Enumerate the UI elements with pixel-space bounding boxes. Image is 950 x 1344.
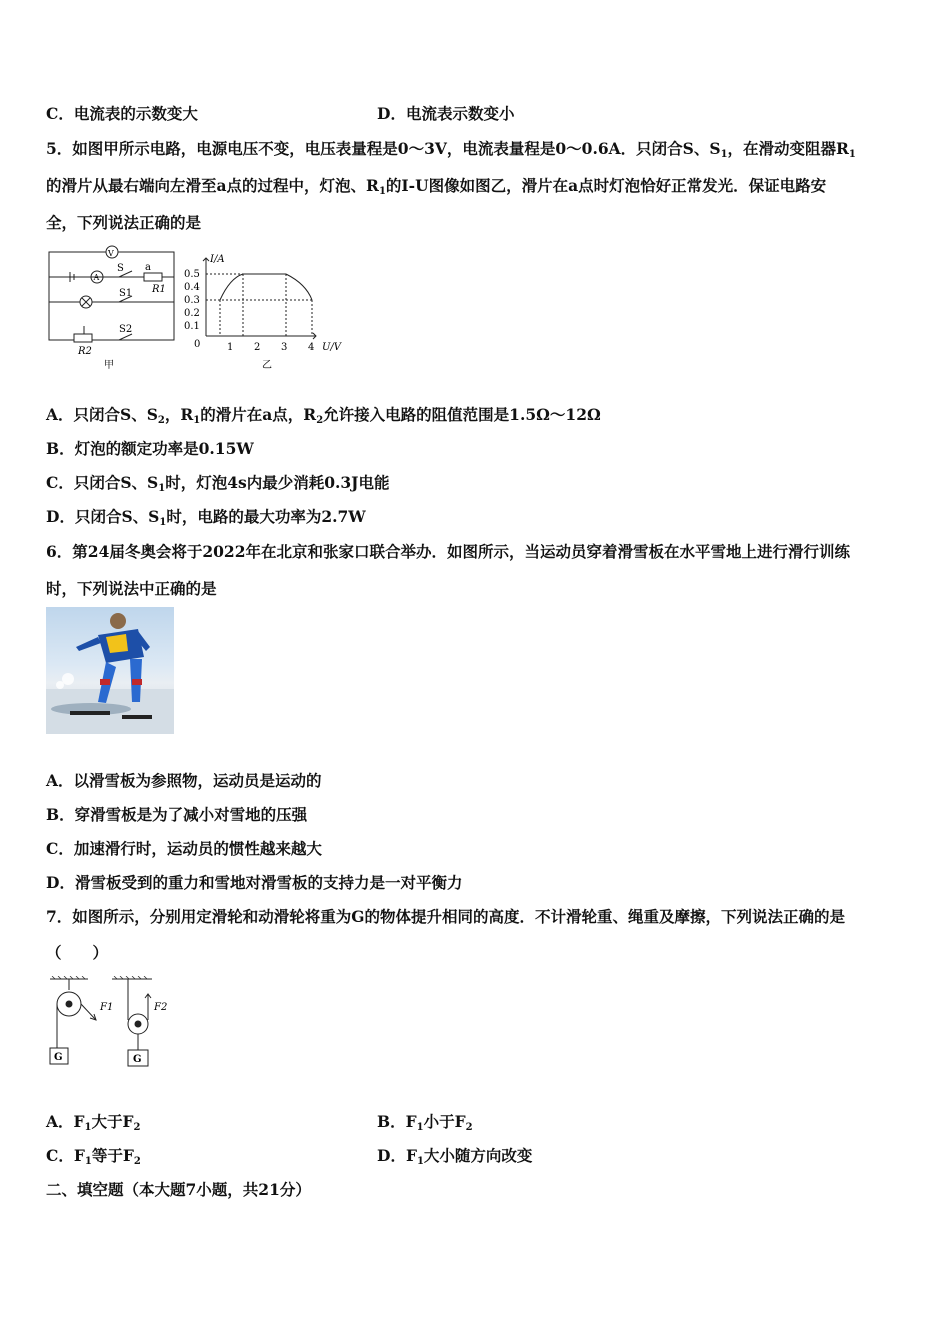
- q5-stem-line2: 的滑片从最右端向左滑至a点的过程中，灯泡、$R_1$的I-U图像如图乙，滑片在a点时灯泡恰好正常发光．保证电路安: [46, 176, 827, 197]
- graph-caption: 乙: [262, 360, 272, 371]
- y-tick: 0.1: [184, 321, 200, 332]
- q7-stem-line2: （ ）: [46, 943, 109, 962]
- r2-label: R2: [78, 346, 92, 357]
- switch-s-label: S: [117, 263, 124, 274]
- iu-graph: [203, 258, 316, 339]
- q5-option-b: B．灯泡的额定功率是0.15W: [46, 439, 254, 458]
- q7-weight-label-2: G: [133, 1054, 142, 1065]
- x-tick: 1: [227, 342, 234, 353]
- q4-option-c: C．电流表的示数变大: [46, 104, 198, 123]
- x-tick: 2: [254, 342, 261, 353]
- q7-option-c: C．$F_1$等于$F_2$: [46, 1146, 141, 1167]
- x-tick: 3: [281, 342, 288, 353]
- graph-origin: 0: [194, 339, 201, 350]
- q6-stem-line2: 时，下列说法中正确的是: [46, 579, 217, 598]
- q6-option-a: A．以滑雪板为参照物，运动员是运动的: [46, 771, 322, 790]
- switch-s2-label: S2: [119, 324, 133, 335]
- q5-figure: [44, 244, 354, 374]
- x-tick: 4: [308, 342, 315, 353]
- q5-option-c: C．只闭合S、$S_1$时，灯泡4s内最少消耗0.3J电能: [46, 473, 390, 494]
- q7-f2-label: F2: [154, 1002, 168, 1013]
- q6-option-d: D．滑雪板受到的重力和雪地对滑雪板的支持力是一对平衡力: [46, 873, 463, 892]
- q6-option-b: B．穿滑雪板是为了减小对雪地的压强: [46, 805, 308, 824]
- q6-stem-line1: 6．第24届冬奥会将于2022年在北京和张家口联合举办．如图所示，当运动员穿着滑雪板在水平雪地上进行滑行训练: [46, 542, 850, 561]
- q6-option-c: C．加速滑行时，运动员的惯性越来越大: [46, 839, 322, 858]
- y-tick: 0.3: [184, 295, 200, 306]
- q5-option-d: D．只闭合S、$S_1$时，电路的最大功率为2.7W: [46, 507, 366, 528]
- ammeter-label: A: [93, 273, 100, 282]
- y-tick: 0.2: [184, 308, 200, 319]
- point-a-label: a: [145, 262, 151, 273]
- q5-stem-line3: 全，下列说法正确的是: [46, 213, 202, 232]
- q7-stem-line1: 7．如图所示，分别用定滑轮和动滑轮将重为G的物体提升相同的高度．不计滑轮重、绳重及摩擦，下列说法正确的是: [46, 907, 846, 926]
- y-tick: 0.5: [184, 269, 200, 280]
- q4-option-d: D．电流表示数变小: [377, 104, 515, 123]
- q7-f1-label: F1: [100, 1002, 114, 1013]
- switch-s1-label: S1: [119, 288, 133, 299]
- q7-option-a: A．$F_1$大于$F_2$: [46, 1112, 141, 1133]
- q5-stem-line1: 5．如图甲所示电路，电源电压不变，电压表量程是0～3V，电流表量程是0～0.6A．只闭合S、$S_1$，在滑动变阻器$R_1$: [46, 139, 856, 160]
- q7-option-b: B．$F_1$小于$F_2$: [377, 1112, 473, 1133]
- r1-label: R1: [152, 284, 166, 295]
- skier-photo: [46, 607, 174, 734]
- y-tick: 0.4: [184, 282, 200, 293]
- circuit-caption: 甲: [104, 360, 114, 371]
- q7-option-d: D．$F_1$大小随方向改变: [377, 1146, 533, 1167]
- q7-weight-label-1: G: [54, 1052, 63, 1063]
- graph-xlabel: U/V: [322, 342, 342, 353]
- graph-ylabel: I/A: [210, 254, 225, 265]
- section2-heading: 二、填空题（本大题7小题，共21分）: [46, 1180, 311, 1199]
- q5-option-a: A．只闭合S、$S_2$，$R_1$的滑片在a点，$R_2$允许接入电路的阻值范围是1.5Ω～12Ω: [46, 405, 601, 426]
- q7-pulley-figure: [44, 976, 176, 1074]
- voltmeter-label: V: [108, 249, 114, 258]
